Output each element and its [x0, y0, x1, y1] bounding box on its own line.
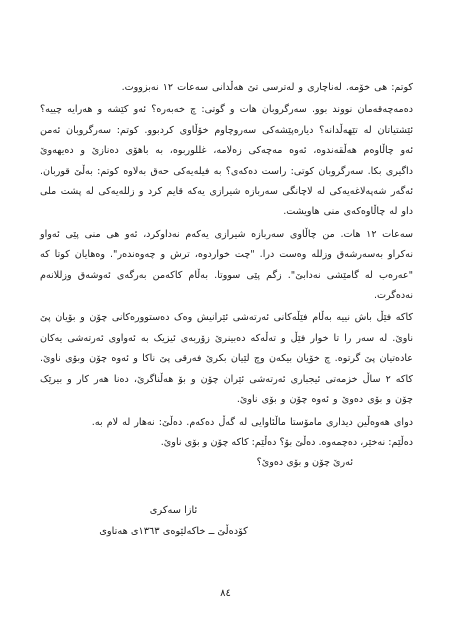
paragraph: دەمەچەقەمان نووند بوو. سەرگروبان هات و گوتی: چ خەبەرە؟ ئەو کێشە و هەرایە چییە؟ ئێشتیاتان لە تێهەڵدانە؟ دیارەپێشەکی سەروچاوم خۆڵاوی کردبوو. کوتم: سەرگروبان ئەمن ئەو چاڵاوەم هەڵقەندوە، ئەوە مەچەکی زەلامە، غللوربوە، بە باهۆی دەنازێ و دەیهەوێ داگیری بکا. سەرگروبان کوتی: راست دەکەی؟ بە فیلەیەکی حەق بەلاوە کوتم: بەڵێ قوربان. ئەگەر شەپەلاغەیەکی لە لاچانگی سەربازە شیرازی یەکە قایم کرد و زللەیەکی لە پشت ملی داو لە چاڵاوەکەی منی هاویشت. — [40, 104, 413, 218]
dialog-line: ئەرێ چۆن و بۆی دەوێ؟ — [256, 457, 353, 469]
paragraph: کوتم: هی خۆمە. لەناچاری و لەترسی تێ هەڵدانی سەعات ١٢ نەبزووت. — [121, 82, 413, 93]
dialog-line: دەڵێم: نەخێر، دەچمەوە. دەڵێ بۆ؟ دەڵێم: کاکە چۆن و بۆی ناوێ. — [160, 436, 413, 448]
paragraph: کاکە فێڵ باش نییە بەڵام فێڵەکانی ئەرتەشی ئێرانیش وەک دەستوورەکانی چۆن و بۆیان پێ ناوێ. لە سەر را تا خوار فێڵ و تەڵەکە دەبینرێ زۆربەی ئیزیک بە ئەواوی ئەرتەشی یەکان عادەتیان پێ گرتوە. چ خۆیان بیکەن وچ لێیان بکرێ فەرقی پێ ناکا و ئەوە چۆن وبۆی ناوێ. کاکە ٢ ساڵ خزمەتی ئیجباری ئەرتەشی ئێران چۆن و بۆ هەڵناگرێ، دەنا هەر کار و بیرێک چۆن و بۆی دەوێ و ئەوە چۆن و بۆی ناوێ. — [40, 312, 413, 406]
paragraph: سەعات ١٢ هات. من چاڵاوی سەربازە شیرازی یەکەم نەداوکرد، ئەو هی منی پێی ئەواو نەکراو بەسەرشەق وزلله وەست درا. "چت خواردوە، ترش و چەوەندەر". وەهایان کوتا کە "عەرەب لە گامێشی نەدابێ". زگم پێی سووتا. بەڵام کاکەمن بەرگەی ئەوشەق وزللانەم نەدەگرت. — [40, 228, 413, 302]
signature-block — [96, 500, 251, 542]
place-date: کۆدەڵێ ــ خاکەلێوەی ١٣٦٣ی هەتاوی — [99, 526, 248, 537]
author-name: ئازا سەکری — [149, 505, 198, 516]
body-text — [40, 78, 413, 474]
page-number: ٨٤ — [220, 588, 231, 599]
paragraph: دوای هەوەڵین دیداری مامۆستا ماڵئاوایی لە گەڵ دەکەم. دەڵێ: نەهار لە لام بە. — [91, 416, 413, 428]
